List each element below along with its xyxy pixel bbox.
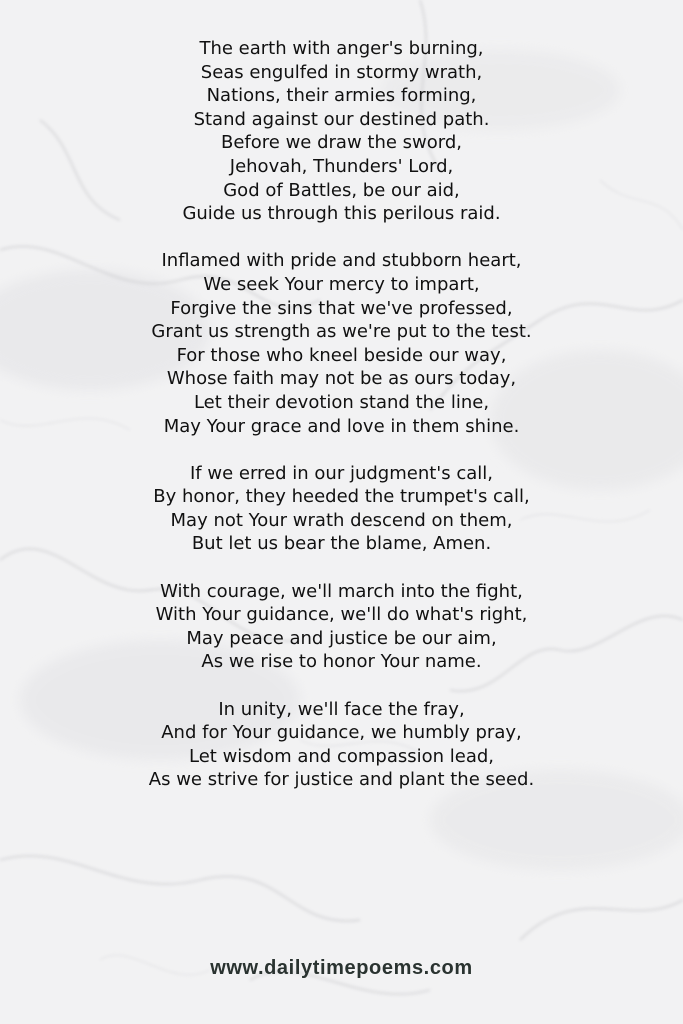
poem-line: Jehovah, Thunders' Lord, bbox=[229, 155, 454, 177]
poem-line: With Your guidance, we'll do what's right, bbox=[155, 604, 528, 626]
poem-stanza-4 bbox=[0, 580, 683, 674]
poem-line: God of Battles, be our aid, bbox=[223, 179, 460, 201]
poem-line: Let their devotion stand the line, bbox=[193, 391, 490, 413]
poem-stanza-5 bbox=[0, 698, 683, 792]
poem-line: But let us bear the blame, Amen. bbox=[191, 533, 492, 555]
poem-line: Stand against our destined path. bbox=[193, 108, 490, 130]
poem bbox=[0, 37, 683, 816]
poem-line: If we erred in our judgment's call, bbox=[190, 462, 493, 484]
poem-line: In unity, we'll face the fray, bbox=[218, 698, 465, 720]
poem-line: Grant us strength as we're put to the test. bbox=[151, 321, 532, 343]
poem-line: As we rise to honor Your name. bbox=[201, 651, 482, 673]
poem-line: May peace and justice be our aim, bbox=[186, 627, 497, 649]
poem-line: May not Your wrath descend on them, bbox=[170, 509, 513, 531]
poem-line: Seas engulfed in stormy wrath, bbox=[200, 61, 483, 83]
poem-stanza-2 bbox=[0, 249, 683, 438]
website-url: www.dailytimepoems.com bbox=[210, 957, 473, 979]
poem-line: And for Your guidance, we humbly pray, bbox=[161, 722, 522, 744]
poem-line: Before we draw the sword, bbox=[221, 132, 462, 154]
poem-line: Nations, their armies forming, bbox=[206, 85, 477, 107]
poem-line: We seek Your mercy to impart, bbox=[203, 273, 480, 295]
poem-line: For those who kneel beside our way, bbox=[176, 344, 507, 366]
poem-line: Whose faith may not be as ours today, bbox=[166, 368, 517, 390]
poem-stanza-3 bbox=[0, 462, 683, 556]
poem-line: As we strive for justice and plant the seed. bbox=[148, 769, 535, 791]
poem-line: May Your grace and love in them shine. bbox=[163, 415, 520, 437]
poem-line: By honor, they heeded the trumpet's call, bbox=[153, 486, 530, 508]
poem-stanza-1 bbox=[0, 37, 683, 226]
poem-line: The earth with anger's burning, bbox=[199, 38, 484, 59]
poem-line: Let wisdom and compassion lead, bbox=[189, 745, 494, 767]
poem-line: Forgive the sins that we've professed, bbox=[170, 297, 513, 319]
poem-line: With courage, we'll march into the fight, bbox=[160, 580, 523, 602]
poem-line: Inflamed with pride and stubborn heart, bbox=[161, 250, 522, 272]
poem-line: Guide us through this perilous raid. bbox=[182, 203, 501, 225]
